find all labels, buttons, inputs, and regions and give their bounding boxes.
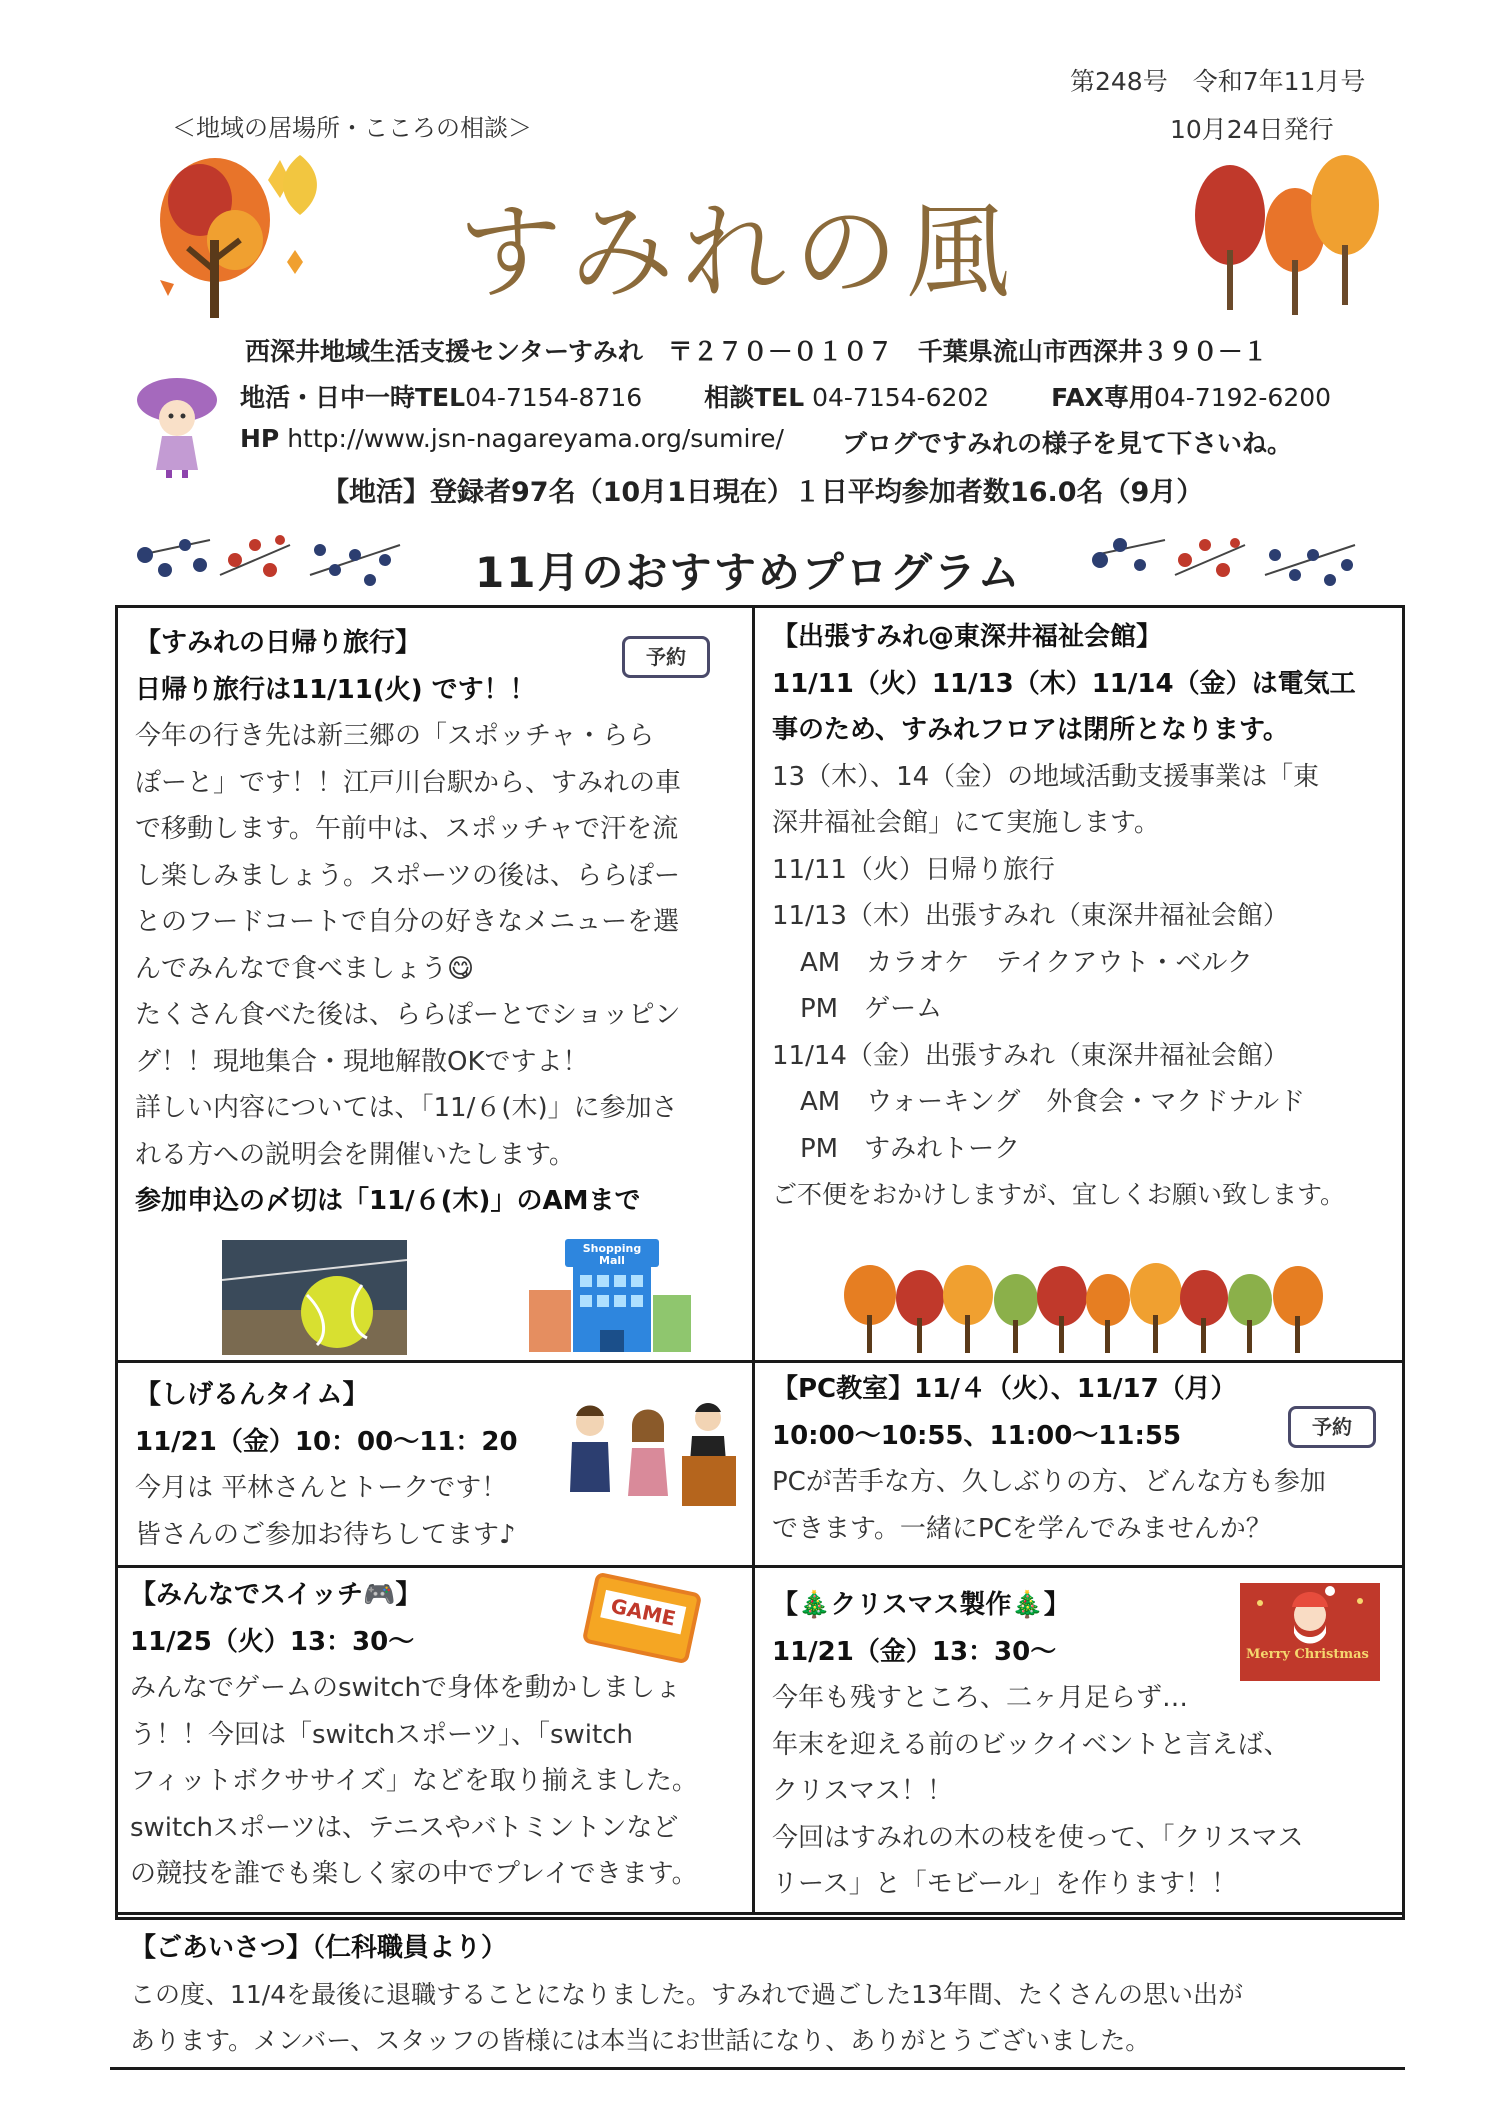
shigerun-line: 11/21（金）10：00～11：20	[135, 1426, 518, 1457]
issue-number: 第248号 令和7年11月号	[1070, 67, 1366, 96]
org-address-line: 西深井地域生活支援センターすみれ 〒２７０－０１０７ 千葉県流山市西深井３９０－１	[245, 337, 1268, 366]
trip-line: ぽーと」です！！江戸川台駅から、すみれの車	[135, 767, 682, 798]
stats-line: 【地活】登録者97名（10月1日現在）１日平均参加者数16.0名（9月）	[322, 477, 1204, 508]
trip-heading: 【すみれの日帰り旅行】	[135, 628, 422, 658]
switch-line: フィットボクササイズ」などを取り揃えました。	[130, 1766, 698, 1796]
branch-line: 11/11（火）日帰り旅行	[772, 854, 1055, 885]
trip-deadline: 参加申込の〆切は「11/６(木)」のAMまで	[135, 1186, 641, 1216]
branch-line: AM ウォーキング 外食会・マクドナルド	[800, 1087, 1306, 1117]
christmas-line: 今年も残すところ、二ヶ月足らず…	[772, 1683, 1189, 1713]
greeting-line: あります。メンバー、スタッフの皆様には本当にお世話になり、ありがとうございました。	[130, 2026, 1151, 2055]
newsletter-title: すみれの風	[458, 191, 1019, 313]
autumn-trees-right-illustration	[1185, 150, 1385, 320]
tel-2-label: 相談TEL	[704, 383, 805, 412]
shigerun-line: 今月は 平林さんとトークです！	[135, 1473, 508, 1503]
trip-line: んでみんなで食べましょう😋	[135, 953, 475, 984]
talk-show-illustration	[560, 1392, 740, 1512]
tel-1-label: 地活・日中一時TEL	[240, 383, 466, 412]
switch-heading: 【みんなでスイッチ🎮】	[130, 1580, 422, 1610]
tennis-ball-photo	[222, 1240, 407, 1355]
leaf-icon	[270, 150, 330, 220]
berries-left-decoration	[130, 515, 410, 605]
shigerun-line: 皆さんのご参加お待ちしてます♪	[135, 1519, 516, 1550]
christmas-line: リース」と「モビール」を作ります！！	[772, 1869, 1238, 1899]
branch-line: 11/14（金）出張すみれ（東深井福祉会館）	[772, 1040, 1289, 1071]
christmas-line: 今回はすみれの木の枝を使って、「クリスマス	[772, 1822, 1304, 1853]
christmas-heading: 【🎄クリスマス製作🎄】	[772, 1590, 1070, 1620]
switch-line: switchスポーツは、テニスやバトミントンなど	[130, 1812, 679, 1843]
branch-line: 事のため、すみれフロアは閉所となります。	[772, 715, 1289, 745]
pc-class-section	[772, 1366, 1397, 1552]
issue-date: 10月24日発行	[1170, 115, 1334, 144]
blog-notice: ブログですみれの様子を見て下さいね。	[842, 429, 1293, 458]
grid-divider-3	[115, 1912, 1405, 1915]
trip-line: 日帰り旅行は11/11(火) です！！	[135, 674, 536, 705]
pc-line: できます。一緒にPCを学んでみませんか？	[772, 1513, 1272, 1544]
trip-line: グ！！現地集合・現地解散OKですよ！	[135, 1046, 589, 1077]
web-line	[240, 424, 784, 453]
mall-sign-text: Shopping	[582, 1242, 642, 1255]
greeting-section	[130, 1925, 1390, 2065]
tel-2-number[interactable]: 04-7154-6202	[812, 383, 990, 412]
greeting-line: この度、11/4を最後に退職することになりました。すみれで過ごした13年間、たくさんの思い出が	[130, 1979, 1243, 2009]
reservation-badge: 予約	[622, 636, 710, 678]
christmas-line: 年末を迎える前のビックイベントと言えば、	[772, 1729, 1290, 1760]
trip-line: 詳しい内容については、「11/６(木)」に参加さ	[135, 1093, 678, 1123]
switch-line: う！！今回は「switchスポーツ」、「switch	[130, 1719, 633, 1750]
switch-line: 11/25（火）13：30～	[130, 1626, 415, 1657]
trip-line: で移動します。午前中は、スポッチャで汗を流	[135, 814, 679, 844]
branch-line: PM ゲーム	[800, 994, 943, 1024]
greeting-bottom-border	[110, 2067, 1405, 2070]
branch-line: 11/13（木）出張すみれ（東深井福祉会館）	[772, 901, 1289, 931]
trip-line: 今年の行き先は新三郷の「スポッチャ・らら	[135, 721, 655, 751]
trip-line: たくさん食べた後は、ららぽーとでショッピン	[135, 1000, 681, 1030]
branch-line: 深井福祉会館」にて実施します。	[772, 808, 1160, 838]
branch-line: 11/11（火）11/13（木）11/14（金）は電気工	[772, 668, 1356, 699]
pc-line: PCが苦手な方、久しぶりの方、どんな方も参加	[772, 1467, 1326, 1497]
grid-divider-vertical	[752, 605, 755, 1915]
hp-link[interactable]: http://www.jsn-nagareyama.org/sumire/	[287, 424, 784, 453]
greeting-heading: 【ごあいさつ】（仁科職員より）	[130, 1933, 508, 1963]
grid-divider-1	[115, 1360, 1405, 1363]
christmas-line: 11/21（金）13：30～	[772, 1636, 1057, 1667]
hp-label: HP	[240, 424, 280, 453]
branch-line: AM カラオケ テイクアウト・ベルク	[800, 947, 1253, 978]
branch-section	[772, 614, 1397, 1219]
trip-line: れる方への説明会を開催いたします。	[135, 1139, 575, 1170]
berries-right-decoration	[1085, 515, 1365, 605]
branch-line: ご不便をおかけしますが、宜しくお願い致します。	[772, 1180, 1346, 1209]
branch-line: PM すみれトーク	[800, 1133, 1021, 1164]
tel-1-number[interactable]: 04-7154-8716	[465, 383, 643, 412]
trip-section	[135, 620, 735, 1225]
switch-line: みんなでゲームのswitchで身体を動かしましょ	[130, 1673, 682, 1703]
christmas-line: クリスマス！！	[772, 1776, 953, 1806]
switch-line: の競技を誰でも楽しく家の中でプレイできます。	[130, 1859, 698, 1889]
program-heading: 11月のおすすめプログラム	[475, 548, 1022, 597]
shopping-mall-illustration	[525, 1235, 695, 1355]
branch-heading: 【出張すみれ@東深井福祉会館】	[772, 622, 1163, 652]
trip-line: とのフードコートで自分の好きなメニューを選	[135, 907, 680, 937]
tagline: ＜地域の居場所・こころの相談＞	[172, 114, 532, 142]
contact-line	[240, 378, 1331, 414]
trip-line: し楽しみましょう。スポーツの後は、ららぽー	[135, 860, 680, 891]
fax-number[interactable]: 04-7192-6200	[1153, 383, 1332, 412]
reservation-badge: 予約	[1288, 1406, 1376, 1448]
grid-divider-2	[115, 1565, 1405, 1568]
pc-heading: 【PC教室】11/４（火）、11/17（月）	[772, 1374, 1237, 1404]
shigerun-heading: 【しげるんタイム】	[135, 1380, 369, 1410]
card-greeting: Merry Christmas	[1246, 1647, 1369, 1662]
autumn-tree-row-illustration	[840, 1260, 1350, 1355]
fax-label: FAX専用	[1051, 383, 1154, 412]
game-label: GAME	[600, 1590, 686, 1634]
mall-sign-text-2: Mall	[599, 1254, 625, 1267]
christmas-card-image	[1240, 1583, 1380, 1681]
pc-line: 10:00～10:55、11:00～11:55	[772, 1420, 1182, 1451]
mascot-fairy-illustration	[132, 370, 222, 480]
branch-line: 13（木）、14（金）の地域活動支援事業は「東	[772, 761, 1320, 792]
